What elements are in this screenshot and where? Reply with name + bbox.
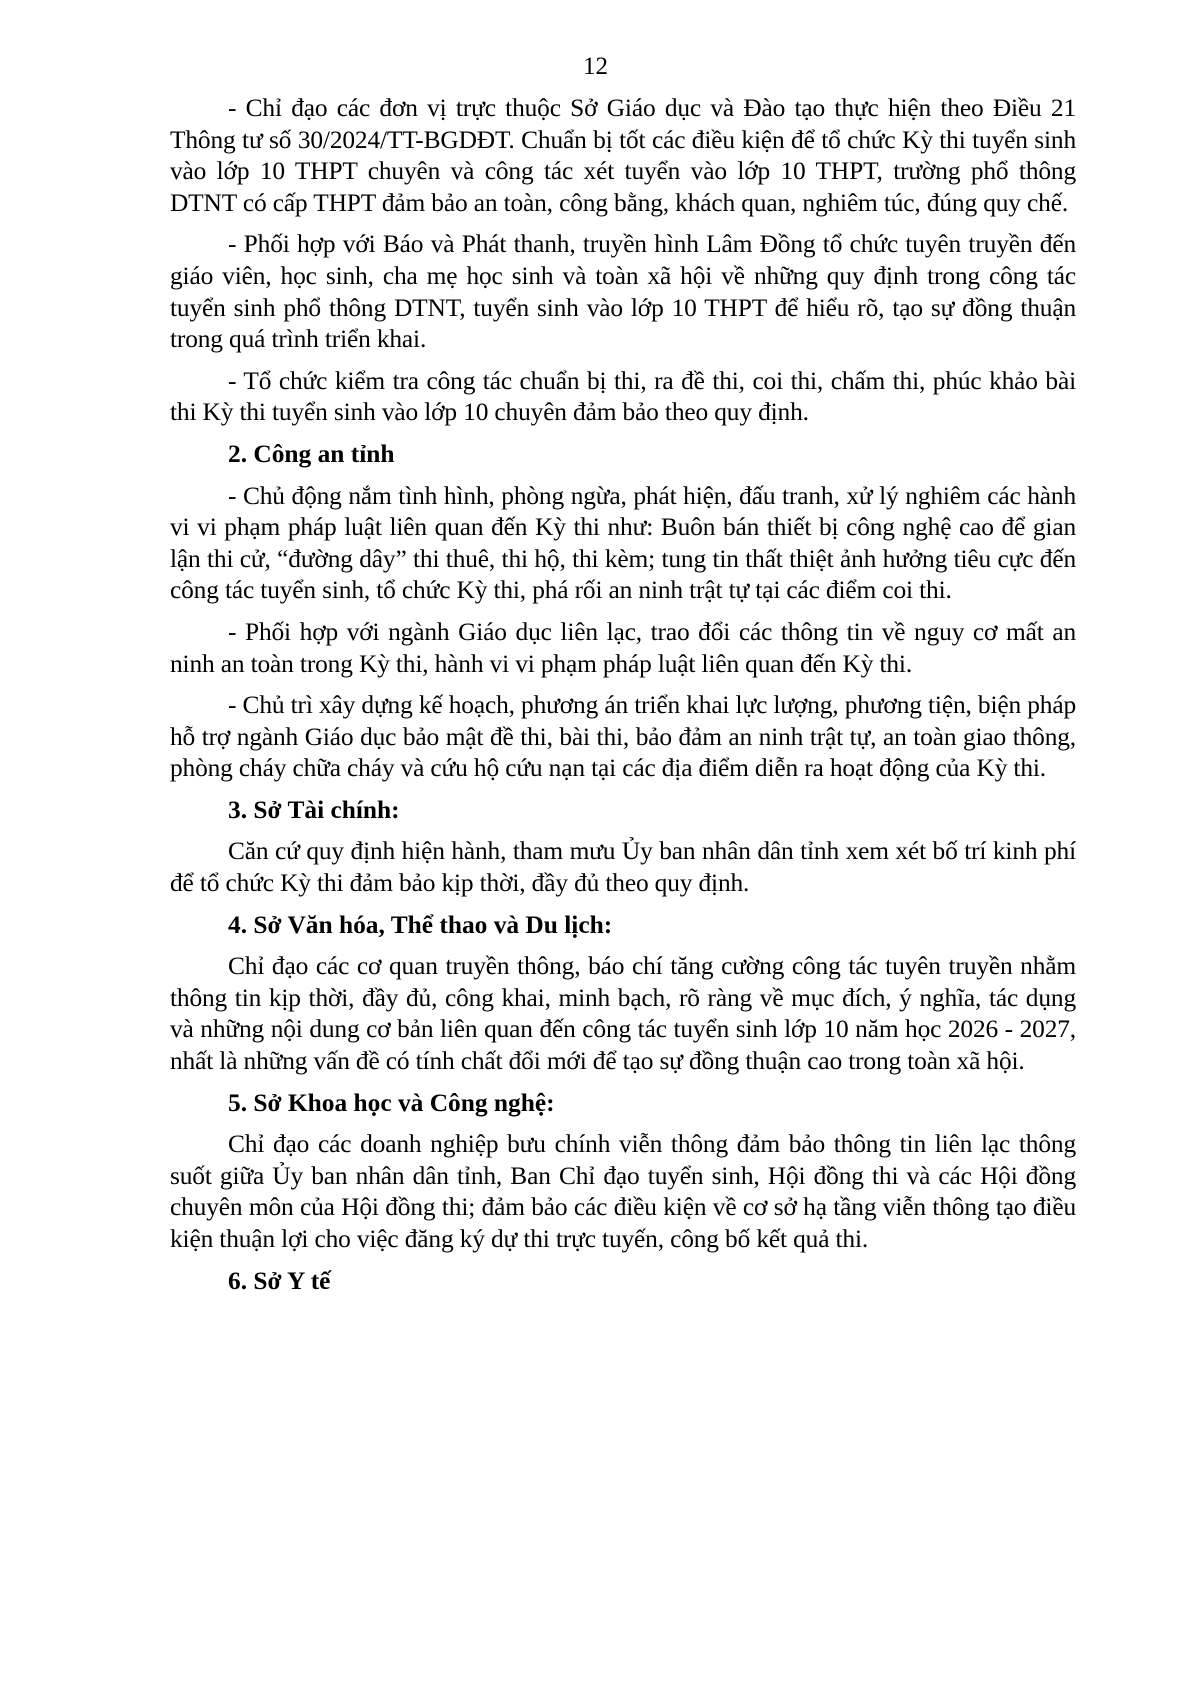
paragraph-finance: Căn cứ quy định hiện hành, tham mưu Ủy ban nhân dân tỉnh xem xét bố trí kinh phí để tổ chức Kỳ thi đảm bảo kịp thời, đầy đủ theo quy định. [170, 837, 1076, 898]
paragraph-police-security-plan: - Chủ trì xây dựng kế hoạch, phương án triển khai lực lượng, phương tiện, biện pháp hỗ trợ ngành Giáo dục bảo mật đề thi, bài thi, bảo đảm an ninh trật tự, an toàn giao thông, phòng cháy chữa cháy và cứu hộ cứu nạn tại các địa điểm diễn ra hoạt động của Kỳ thi. [170, 691, 1076, 783]
paragraph-police-coordination: - Phối hợp với ngành Giáo dục liên lạc, trao đổi các thông tin về nguy cơ mất an ninh an toàn trong Kỳ thi, hành vi vi phạm pháp luật liên quan đến Kỳ thi. [170, 617, 1076, 678]
paragraph-science: Chỉ đạo các doanh nghiệp bưu chính viễn thông đảm bảo thông tin liên lạc thông suốt giữa Ủy ban nhân dân tỉnh, Ban Chỉ đạo tuyển sinh, Hội đồng thi và các Hội đồng chuyên môn của Hội đồng thi; đảm bảo các điều kiện về cơ sở hạ tầng viễn thông tạo điều kiện thuận lợi cho việc đăng ký dự thi trực tuyến, công bố kết quả thi. [170, 1130, 1076, 1253]
paragraph-education-directive: - Chỉ đạo các đơn vị trực thuộc Sở Giáo dục và Đào tạo thực hiện theo Điều 21 Thông tư số 30/2024/TT-BGDĐT. Chuẩn bị tốt các điều kiện để tổ chức Kỳ thi tuyển sinh vào lớp 10 THPT chuyên và công tác xét tuyển vào lớp 10 THPT, trường phổ thông DTNT có cấp THPT đảm bảo an toàn, công bằng, khách quan, nghiêm túc, đúng quy chế. [170, 94, 1076, 217]
section-heading-health: 6. Sở Y tế [228, 1266, 331, 1295]
section-heading-science: 5. Sở Khoa học và Công nghệ: [228, 1088, 555, 1117]
section-heading-finance: 3. Sở Tài chính: [228, 795, 400, 824]
document-body [170, 93, 1076, 1307]
paragraph-police-prevention: - Chủ động nắm tình hình, phòng ngừa, phát hiện, đấu tranh, xử lý nghiêm các hành vi vi phạm pháp luật liên quan đến Kỳ thi như: Buôn bán thiết bị công nghệ cao để gian lận thi cử, “đường dây” thi thuê, thi hộ, thi kèm; tung tin thất thiệt ảnh hưởng tiêu cực đến công tác tuyển sinh, tổ chức Kỳ thi, phá rối an ninh trật tự tại các điểm coi thi. [170, 481, 1076, 605]
paragraph-media-coordination: - Phối hợp với Báo và Phát thanh, truyền hình Lâm Đồng tổ chức tuyên truyền đến giáo viên, học sinh, cha mẹ học sinh và toàn xã hội về những quy định trong công tác tuyển sinh phổ thông DTNT, tuyển sinh vào lớp 10 THPT để hiểu rõ, tạo sự đồng thuận trong quá trình triển khai. [170, 230, 1076, 354]
paragraph-culture: Chỉ đạo các cơ quan truyền thông, báo chí tăng cường công tác tuyên truyền nhằm thông tin kịp thời, đầy đủ, công khai, minh bạch, rõ ràng về mục đích, ý nghĩa, tác dụng và những nội dung cơ bản liên quan đến công tác tuyển sinh lớp 10 năm học 2026 - 2027, nhất là những vấn đề có tính chất đổi mới để tạo sự đồng thuận cao trong toàn xã hội. [170, 952, 1076, 1076]
page-number: 12 [583, 53, 608, 80]
section-heading-culture: 4. Sở Văn hóa, Thể thao và Du lịch: [228, 910, 613, 939]
paragraph-exam-inspection: - Tổ chức kiểm tra công tác chuẩn bị thi, ra đề thi, coi thi, chấm thi, phúc khảo bài thi Kỳ thi tuyển sinh vào lớp 10 chuyên đảm bảo theo quy định. [170, 366, 1076, 427]
section-heading-police: 2. Công an tỉnh [228, 439, 395, 468]
